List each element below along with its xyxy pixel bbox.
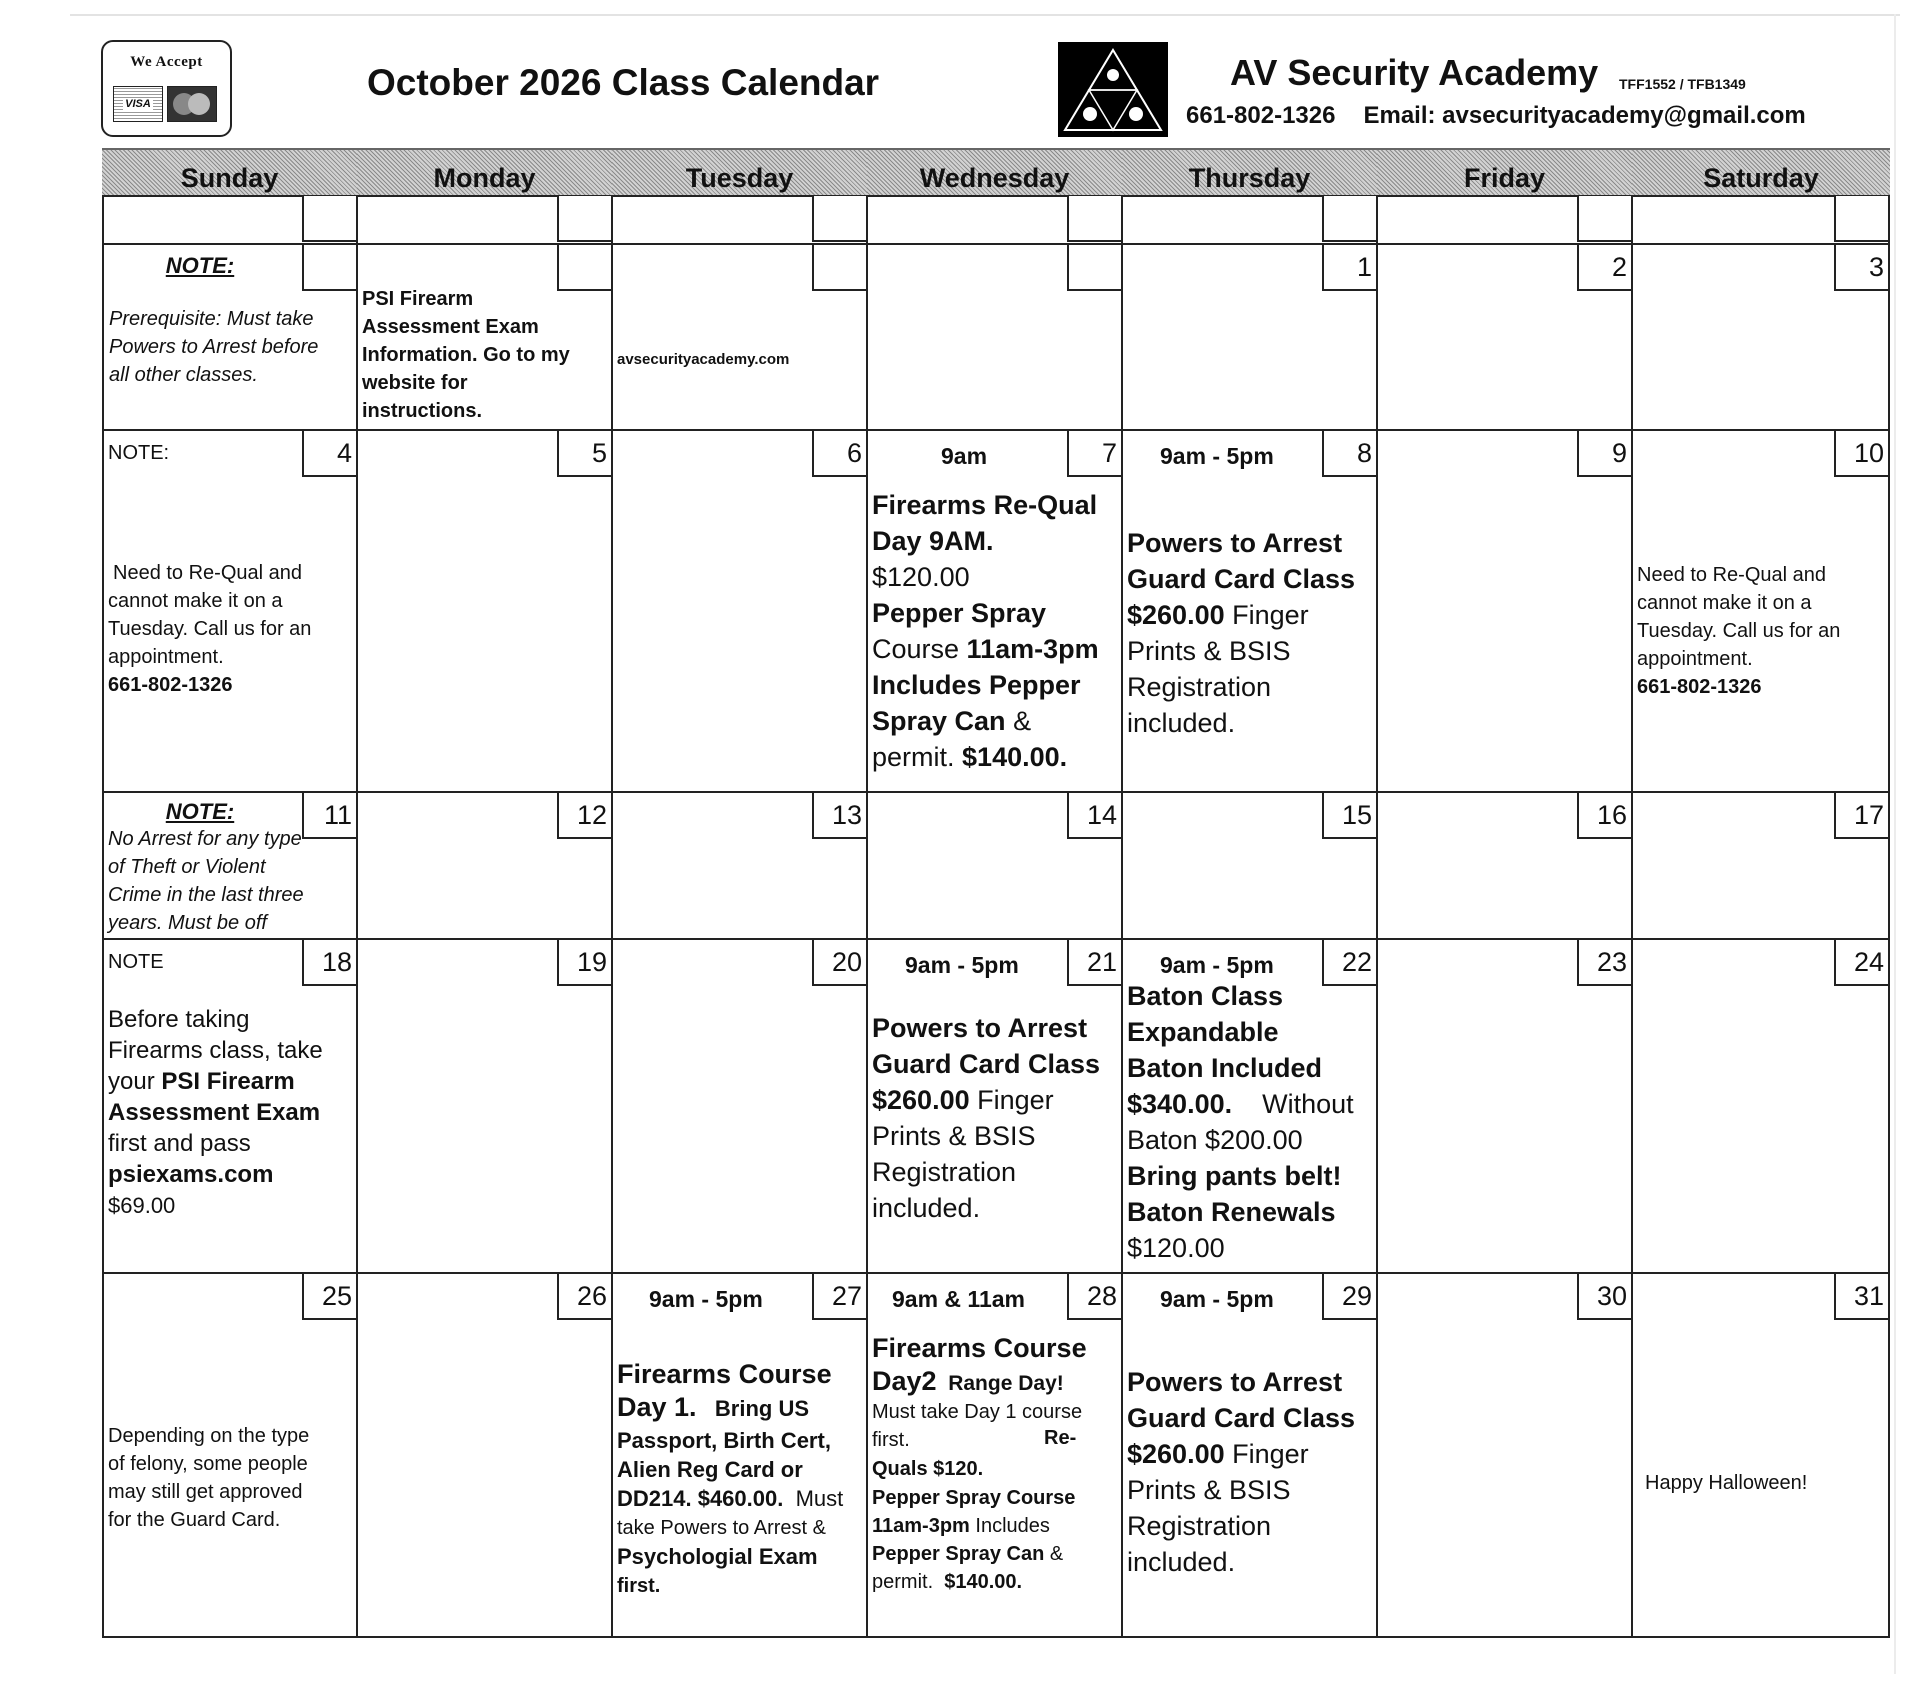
day-number: 27 <box>812 1274 866 1320</box>
psi-info-line: website for <box>362 372 468 394</box>
we-accept-label: We Accept <box>130 54 203 70</box>
class-line: permit. $140.00. <box>872 742 1068 772</box>
empty-cell <box>102 196 356 243</box>
day-cell-17 <box>1633 793 1888 938</box>
day-number: 30 <box>1577 1274 1631 1320</box>
note-line: appointment. <box>108 646 224 668</box>
day-cell-27 <box>613 1274 866 1636</box>
empty-cell <box>1122 196 1376 243</box>
note-line: Depending on the type <box>108 1425 310 1447</box>
class-line: $260.00 Finger <box>872 1085 1054 1115</box>
note-line: of Theft or Violent <box>108 856 266 878</box>
note-line: first and pass <box>108 1130 251 1157</box>
note-line: No Arrest for any type <box>108 828 302 850</box>
class-line: included. <box>1127 1547 1236 1577</box>
day-number-box <box>557 245 611 291</box>
note-line: Powers to Arrest before <box>109 336 319 358</box>
class-line: Must take Day 1 course <box>872 1401 1083 1423</box>
calendar-grid <box>102 148 1890 1638</box>
day-cell-18 <box>104 940 356 1272</box>
class-line: Firearms Course <box>872 1333 1087 1363</box>
day-number: 5 <box>557 431 611 477</box>
class-line: $260.00 Finger <box>1127 1439 1309 1469</box>
class-line: Alien Reg Card or <box>617 1457 803 1482</box>
class-line: Guard Card Class <box>1127 564 1356 594</box>
license-numbers: TFF1552 / TFB1349 <box>1619 76 1746 92</box>
day-number: 25 <box>302 1274 356 1320</box>
empty-cell <box>1632 196 1888 243</box>
day-number: 7 <box>1067 431 1121 477</box>
mastercard-icon <box>167 86 217 122</box>
note-line: Firearms class, take <box>108 1037 323 1064</box>
class-line: first. <box>617 1575 661 1597</box>
class-line: Powers to Arrest <box>1127 528 1343 558</box>
day-cell-30 <box>1378 1274 1631 1636</box>
day-number: 23 <box>1577 940 1631 986</box>
day-number: 22 <box>1322 940 1376 986</box>
class-line: Baton Class <box>1127 981 1284 1011</box>
day-number: 6 <box>812 431 866 477</box>
note-line: may still get approved <box>108 1481 303 1503</box>
class-time: 9am - 5pm <box>1160 1286 1274 1312</box>
day-number-box <box>302 245 356 291</box>
note-line: appointment. <box>1637 648 1753 670</box>
class-line: Pepper Spray Can & <box>872 1543 1064 1565</box>
day-number: 26 <box>557 1274 611 1320</box>
day-number-box <box>1577 196 1631 242</box>
day-number: 10 <box>1834 431 1888 477</box>
class-time: 9am - 5pm <box>905 952 1019 978</box>
day-number: 3 <box>1834 245 1888 291</box>
grid-line <box>102 1636 1890 1638</box>
class-line: Quals $120. <box>872 1458 984 1480</box>
header-thursday: Thursday <box>1122 148 1377 197</box>
halloween-note: Happy Halloween! <box>1645 1472 1808 1494</box>
day-cell-12 <box>358 793 611 938</box>
empty-cell <box>1377 196 1631 243</box>
class-line: Pepper Spray Course <box>872 1487 1076 1509</box>
class-price: $120.00 <box>872 562 970 592</box>
day-number: 31 <box>1834 1274 1888 1320</box>
right-border <box>1894 14 1896 1674</box>
header-monday: Monday <box>357 148 612 197</box>
class-line: Expandable <box>1127 1017 1279 1047</box>
psi-info-line: Assessment Exam <box>362 316 539 338</box>
day-number: 16 <box>1577 793 1631 839</box>
class-line: Prints & BSIS <box>1127 1475 1291 1505</box>
top-border <box>70 14 1900 16</box>
day-cell-13 <box>613 793 866 938</box>
day-number: 28 <box>1067 1274 1121 1320</box>
note-line: Crime in the last three <box>108 884 304 906</box>
note-label: NOTE <box>108 951 164 973</box>
day-cell-31 <box>1633 1274 1888 1636</box>
day-cell-1 <box>1123 245 1376 429</box>
class-line: Firearms Course <box>617 1359 832 1389</box>
day-number: 24 <box>1834 940 1888 986</box>
note-line: Need to Re-Qual and <box>113 562 303 584</box>
class-line: Course 11am-3pm <box>872 634 1099 664</box>
class-line: Spray Can & <box>872 706 1032 736</box>
class-line: Firearms Re-Qual <box>872 490 1098 520</box>
note-line: Need to Re-Qual and <box>1637 564 1827 586</box>
class-line: Psychologial Exam <box>617 1544 818 1569</box>
day-cell-24 <box>1633 940 1888 1272</box>
day-cell-5 <box>358 431 611 791</box>
class-line: DD214. $460.00. Must <box>617 1486 844 1511</box>
day-number-box <box>302 196 356 242</box>
note-label: NOTE: <box>108 442 170 464</box>
day-cell-7 <box>868 431 1121 791</box>
day-cell-15 <box>1123 793 1376 938</box>
class-line: Powers to Arrest <box>1127 1367 1343 1397</box>
class-price: $120.00 <box>1127 1233 1225 1263</box>
class-line: permit. $140.00. <box>872 1571 1023 1593</box>
note-phone: 661-802-1326 <box>108 674 233 696</box>
psi-info-line: instructions. <box>362 400 483 422</box>
class-line: Day 9AM. <box>872 526 994 556</box>
note-line: Before taking <box>108 1006 250 1033</box>
day-number: 8 <box>1322 431 1376 477</box>
empty-cell <box>357 196 611 243</box>
class-line: Prints & BSIS <box>872 1121 1036 1151</box>
day-number: 21 <box>1067 940 1121 986</box>
empty-cell <box>612 196 866 243</box>
week0-wednesday-cell <box>868 245 1121 429</box>
day-cell-9 <box>1378 431 1631 791</box>
class-line: Guard Card Class <box>1127 1403 1356 1433</box>
contact-line <box>1186 102 1806 130</box>
note-line: your PSI Firearm <box>108 1068 295 1095</box>
class-time: 9am - 5pm <box>649 1286 763 1312</box>
day-cell-23 <box>1378 940 1631 1272</box>
website-text: avsecurityacademy.com <box>617 351 790 368</box>
class-time: 9am <box>941 443 988 469</box>
day-number: 14 <box>1067 793 1121 839</box>
note-line: Assessment Exam <box>108 1099 321 1126</box>
note-line: for the Guard Card. <box>108 1509 281 1531</box>
class-line: 11am-3pm Includes <box>872 1515 1050 1537</box>
header-saturday: Saturday <box>1632 148 1890 197</box>
class-time: 9am & 11am <box>892 1286 1025 1312</box>
header-sunday: Sunday <box>102 148 357 197</box>
calendar-title: October 2026 Class Calendar <box>367 62 880 103</box>
class-line: Powers to Arrest <box>872 1013 1088 1043</box>
day-number: 9 <box>1577 431 1631 477</box>
day-cell-3 <box>1633 245 1888 429</box>
note-title: NOTE: <box>165 253 235 278</box>
day-cell-2 <box>1378 245 1631 429</box>
visa-card-icon: VISA <box>113 86 163 122</box>
day-cell-29 <box>1123 1274 1376 1636</box>
week0-tuesday-cell <box>613 245 866 429</box>
academy-logo <box>1058 42 1168 137</box>
day-cell-11 <box>104 793 356 938</box>
note-line: cannot make it on a <box>108 590 283 612</box>
phone-number: 661-802-1326 <box>1186 102 1336 129</box>
day-cell-4 <box>104 431 356 791</box>
day-cell-14 <box>868 793 1121 938</box>
day-number-box <box>812 245 866 291</box>
note-line: Tuesday. Call us for an <box>1637 620 1841 642</box>
note-phone: 661-802-1326 <box>1637 676 1762 698</box>
class-line: Day 1. Bring US <box>617 1392 810 1422</box>
note-line: of felony, some people <box>108 1453 308 1475</box>
class-line: Includes Pepper <box>872 670 1081 700</box>
psi-info-line: Information. Go to my <box>362 344 570 366</box>
academy-name: AV Security Academy <box>1230 52 1599 93</box>
psi-info-line: PSI Firearm <box>362 288 474 310</box>
class-line: Baton Renewals <box>1127 1197 1336 1227</box>
note-title: NOTE: <box>165 799 235 824</box>
day-number: 20 <box>812 940 866 986</box>
note-line: years. Must be off <box>108 912 267 934</box>
day-number-box <box>1834 196 1888 242</box>
class-line: Registration <box>872 1157 1017 1187</box>
class-line: Registration <box>1127 1511 1272 1541</box>
grid-line <box>1888 195 1890 1638</box>
day-number: 15 <box>1322 793 1376 839</box>
day-cell-16 <box>1378 793 1631 938</box>
day-number: 13 <box>812 793 866 839</box>
day-number-box <box>812 196 866 242</box>
day-cell-28 <box>868 1274 1121 1636</box>
day-number-box <box>1067 196 1121 242</box>
day-number: 2 <box>1577 245 1631 291</box>
day-number: 1 <box>1322 245 1376 291</box>
day-cell-8 <box>1123 431 1376 791</box>
day-number: 18 <box>302 940 356 986</box>
class-line: take Powers to Arrest & <box>617 1517 826 1539</box>
empty-cell <box>867 196 1121 243</box>
class-line: included. <box>1127 708 1236 738</box>
day-number: 12 <box>557 793 611 839</box>
class-line: Day2 Range Day! <box>872 1366 1064 1396</box>
day-number: 4 <box>302 431 356 477</box>
class-line: Guard Card Class <box>872 1049 1101 1079</box>
header-wednesday: Wednesday <box>867 148 1122 197</box>
class-line: $260.00 Finger <box>1127 600 1309 630</box>
class-line: Pepper Spray <box>872 598 1047 628</box>
week0-monday-cell <box>358 245 611 429</box>
payment-accepted-badge <box>101 40 232 137</box>
note-line: cannot make it on a <box>1637 592 1812 614</box>
day-number-box <box>557 196 611 242</box>
class-line: Bring pants belt! <box>1127 1161 1342 1191</box>
class-line: first. <box>872 1429 910 1451</box>
note-line: $69.00 <box>108 1193 176 1218</box>
note-line: psiexams.com <box>108 1161 274 1188</box>
day-cell-25 <box>104 1274 356 1636</box>
note-line: all other classes. <box>109 364 258 386</box>
day-cell-6 <box>613 431 866 791</box>
class-line: Registration <box>1127 672 1272 702</box>
class-line: Re- <box>1044 1427 1077 1449</box>
day-number: 19 <box>557 940 611 986</box>
note-line: Tuesday. Call us for an <box>108 618 312 640</box>
day-cell-19 <box>358 940 611 1272</box>
week0-sunday-cell <box>104 245 356 429</box>
class-time: 9am - 5pm <box>1160 952 1274 978</box>
day-cell-20 <box>613 940 866 1272</box>
class-line: included. <box>872 1193 981 1223</box>
day-number-box <box>1067 245 1121 291</box>
class-line: Passport, Birth Cert, <box>617 1428 831 1453</box>
class-line: Baton $200.00 <box>1127 1125 1303 1155</box>
class-line: Prints & BSIS <box>1127 636 1291 666</box>
day-number-box <box>1322 196 1376 242</box>
day-number: 17 <box>1834 793 1888 839</box>
note-line: Prerequisite: Must take <box>109 308 314 330</box>
header-tuesday: Tuesday <box>612 148 867 197</box>
day-cell-21 <box>868 940 1121 1272</box>
class-line: $340.00. Without <box>1127 1089 1354 1119</box>
day-number: 29 <box>1322 1274 1376 1320</box>
class-time: 9am - 5pm <box>1160 443 1274 469</box>
day-cell-26 <box>358 1274 611 1636</box>
day-cell-22 <box>1123 940 1376 1272</box>
email-address: Email: avsecurityacademy@gmail.com <box>1363 102 1806 129</box>
day-number: 11 <box>302 793 356 839</box>
day-cell-10 <box>1633 431 1888 791</box>
class-line: Baton Included <box>1127 1053 1322 1083</box>
header-friday: Friday <box>1377 148 1632 197</box>
